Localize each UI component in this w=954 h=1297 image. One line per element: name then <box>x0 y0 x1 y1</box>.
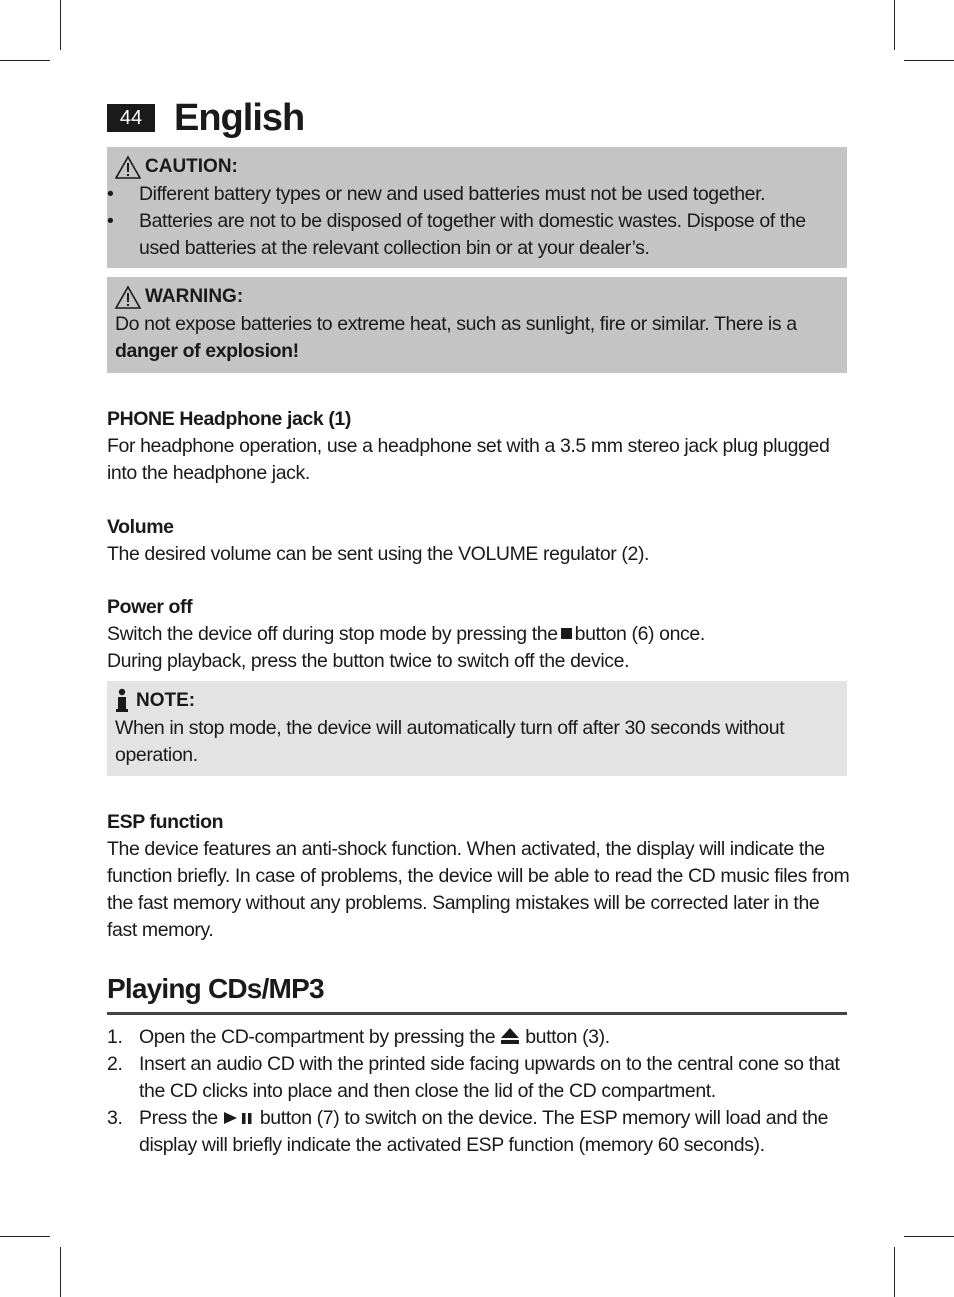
playing-heading: Playing CDs/MP3 <box>107 968 847 1015</box>
warning-title <box>115 283 839 311</box>
section-heading: PHONE Headphone jack (1) <box>107 408 351 430</box>
note-label: NOTE: <box>136 690 196 711</box>
step-text-pre: Open the CD-compartment by pressing the <box>139 1026 496 1048</box>
page-header <box>107 96 304 140</box>
note-box <box>107 681 847 776</box>
warning-text <box>115 311 839 365</box>
section-text <box>107 621 852 648</box>
list-item <box>107 1105 852 1159</box>
eject-icon <box>500 1027 520 1045</box>
caution-title <box>115 153 839 181</box>
section-text: For headphone operation, use a headphone set with a 3.5 mm stereo jack plug plugged into the headphone jack. <box>107 435 830 484</box>
power-off-text-post: button (6) once. <box>574 623 705 645</box>
section-text: During playback, press the button twice to switch off the device. <box>107 650 630 672</box>
crop-mark <box>0 60 50 61</box>
warning-label: WARNING: <box>145 286 244 307</box>
crop-mark <box>904 1236 954 1237</box>
headphone-section <box>107 406 852 487</box>
crop-mark <box>904 60 954 61</box>
section-heading: Power off <box>107 596 193 618</box>
section-heading: ESP function <box>107 811 224 833</box>
crop-mark <box>894 0 895 50</box>
note-title <box>115 687 839 715</box>
playing-steps <box>107 1024 852 1159</box>
step-text-pre: Press the <box>139 1107 218 1129</box>
info-icon <box>115 688 129 714</box>
note-text: When in stop mode, the device will automatically turn off after 30 seconds without operation. <box>115 717 785 766</box>
list-item: • Batteries are not to be disposed of together with domestic wastes. Dispose of the used batteries at the relevant collection bin or at your dealer’s. <box>107 208 839 262</box>
caution-label: CAUTION: <box>145 156 238 177</box>
stop-icon <box>561 628 572 639</box>
warning-body: Do not expose batteries to extreme heat, such as sunlight, fire or similar. There is a <box>115 313 797 335</box>
warning-triangle-icon <box>115 155 141 179</box>
list-item: • Different battery types or new and used batteries must not be used together. <box>107 181 839 208</box>
warning-box <box>107 277 847 373</box>
step-text: Insert an audio CD with the printed side facing upwards on to the central cone so that the CD clicks into place and then close the lid of the CD compartment. <box>139 1053 840 1102</box>
play-pause-icon <box>223 1111 255 1125</box>
crop-mark <box>60 1247 61 1297</box>
crop-mark <box>0 1236 50 1237</box>
esp-section <box>107 809 852 944</box>
section-text: The device features an anti-shock function. When activated, the display will indicate the function briefly. In case of problems, the device will be able to read the CD music files from the fast memory without any problems. Sampling mistakes will be corrected later in the fast memory. <box>107 838 850 941</box>
warning-emphasis: danger of explosion! <box>115 340 299 362</box>
crop-mark <box>60 0 61 50</box>
step-number: 3. <box>107 1107 123 1129</box>
volume-section <box>107 514 852 568</box>
page-number: 44 <box>107 104 155 132</box>
section-heading: Volume <box>107 516 174 538</box>
warning-triangle-icon <box>115 285 141 309</box>
step-number: 1. <box>107 1026 123 1048</box>
language-title: English <box>174 96 305 139</box>
caution-list <box>107 181 839 262</box>
power-off-text-pre: Switch the device off during stop mode by pressing the <box>107 623 558 645</box>
step-number: 2. <box>107 1053 123 1075</box>
list-item <box>107 1024 852 1051</box>
step-text-post: button (3). <box>525 1026 610 1048</box>
crop-mark <box>894 1247 895 1297</box>
list-item <box>107 1051 852 1105</box>
caution-box <box>107 147 847 268</box>
power-off-section <box>107 594 852 675</box>
section-text: The desired volume can be sent using the VOLUME regulator (2). <box>107 543 650 565</box>
step-text-post: button (7) to switch on the device. The ESP memory will load and the display will briefly indicate the activated ESP function (memory 60 seconds). <box>139 1107 829 1156</box>
